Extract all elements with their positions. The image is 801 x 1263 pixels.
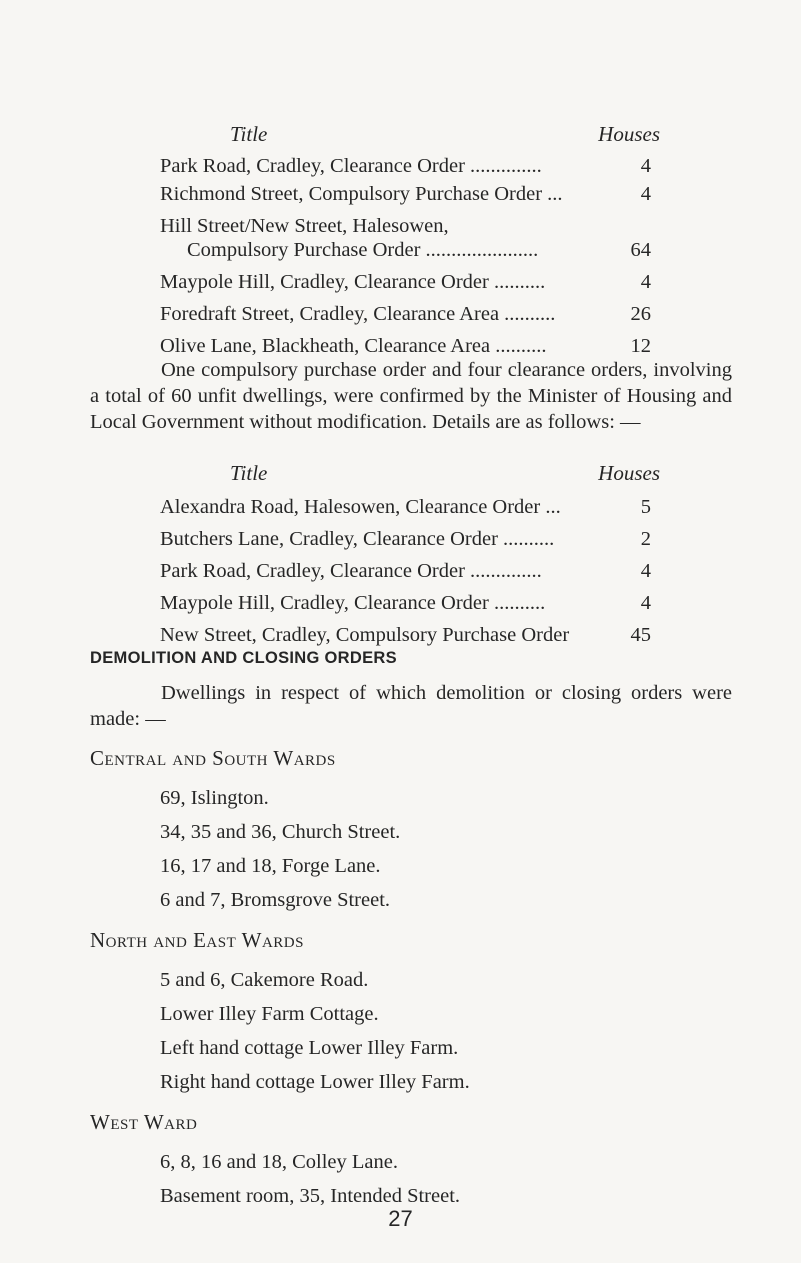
list-item: Left hand cottage Lower Illey Farm. <box>160 1037 459 1059</box>
list-item: Lower Illey Farm Cottage. <box>160 1003 379 1025</box>
row-title: Foredraft Street, Cradley, Clearance Area .......... <box>160 303 556 325</box>
row-houses: 12 <box>630 335 651 357</box>
table-row <box>160 525 660 557</box>
list-item: 16, 17 and 18, Forge Lane. <box>160 855 381 877</box>
houses-table-2 <box>160 461 660 649</box>
column-header-title: Title <box>230 122 268 146</box>
list-item: 34, 35 and 36, Church Street. <box>160 821 401 843</box>
ward-heading-north-east: North and East Wards <box>90 928 304 952</box>
row-houses: 4 <box>640 183 651 205</box>
paragraph-demolition: Dwellings in respect of which demolition or closing orders were made: — <box>90 682 732 730</box>
row-title: Compulsory Purchase Order ...................... <box>187 239 539 261</box>
table-header <box>160 122 660 152</box>
paragraph-confirmed-orders: One compulsory purchase order and four clearance orders, involving a total of 60 unfit dwellings, were confirmed by the Minister of Housing and Local Government without modification. Details are as follows: — <box>90 359 732 433</box>
section-heading-demolition: DEMOLITION AND CLOSING ORDERS <box>90 649 397 667</box>
table-row <box>160 268 660 300</box>
column-header-title: Title <box>230 461 268 485</box>
row-houses: 4 <box>640 560 651 582</box>
table-header <box>160 461 660 493</box>
list-item: 69, Islington. <box>160 787 269 809</box>
page-number: 27 <box>388 1206 413 1231</box>
table-row <box>160 300 660 332</box>
table-row <box>160 180 660 212</box>
row-title: Maypole Hill, Cradley, Clearance Order .......... <box>160 592 546 614</box>
column-header-houses: Houses <box>598 461 660 485</box>
table-row <box>160 557 660 589</box>
row-houses: 26 <box>630 303 651 325</box>
address-list-central-south <box>160 781 400 917</box>
table-row <box>160 332 660 360</box>
row-title: Butchers Lane, Cradley, Clearance Order .......... <box>160 528 555 550</box>
row-houses: 2 <box>640 528 651 550</box>
table-row <box>160 152 660 180</box>
list-item: 6 and 7, Bromsgrove Street. <box>160 889 391 911</box>
ward-heading-central-south: Central and South Wards <box>90 746 336 770</box>
row-title: New Street, Cradley, Compulsory Purchase Order <box>160 624 570 646</box>
table-row <box>160 236 660 268</box>
table-row <box>160 493 660 525</box>
table-row <box>160 589 660 621</box>
table-row <box>160 212 660 236</box>
ward-heading-west: West Ward <box>90 1110 198 1134</box>
list-item: 6, 8, 16 and 18, Colley Lane. <box>160 1151 398 1173</box>
row-houses: 5 <box>640 496 651 518</box>
row-houses: 45 <box>630 624 651 646</box>
row-title: Maypole Hill, Cradley, Clearance Order .......... <box>160 271 546 293</box>
row-title: Richmond Street, Compulsory Purchase Order ... <box>160 183 563 205</box>
row-title: Park Road, Cradley, Clearance Order .............. <box>160 155 542 177</box>
table-row <box>160 621 660 649</box>
list-item: Basement room, 35, Intended Street. <box>160 1185 461 1207</box>
houses-table-1 <box>160 122 660 360</box>
row-houses: 4 <box>640 155 651 177</box>
row-title: Olive Lane, Blackheath, Clearance Area .......... <box>160 335 547 357</box>
row-title: Alexandra Road, Halesowen, Clearance Order ... <box>160 496 561 518</box>
row-houses: 64 <box>630 239 651 261</box>
column-header-houses: Houses <box>598 122 660 146</box>
row-houses: 4 <box>640 271 651 293</box>
list-item: Right hand cottage Lower Illey Farm. <box>160 1071 470 1093</box>
address-list-north-east <box>160 963 470 1099</box>
address-list-west <box>160 1145 460 1213</box>
list-item: 5 and 6, Cakemore Road. <box>160 969 369 991</box>
row-title: Hill Street/New Street, Halesowen, <box>160 215 449 237</box>
row-houses: 4 <box>640 592 651 614</box>
row-title: Park Road, Cradley, Clearance Order .............. <box>160 560 542 582</box>
